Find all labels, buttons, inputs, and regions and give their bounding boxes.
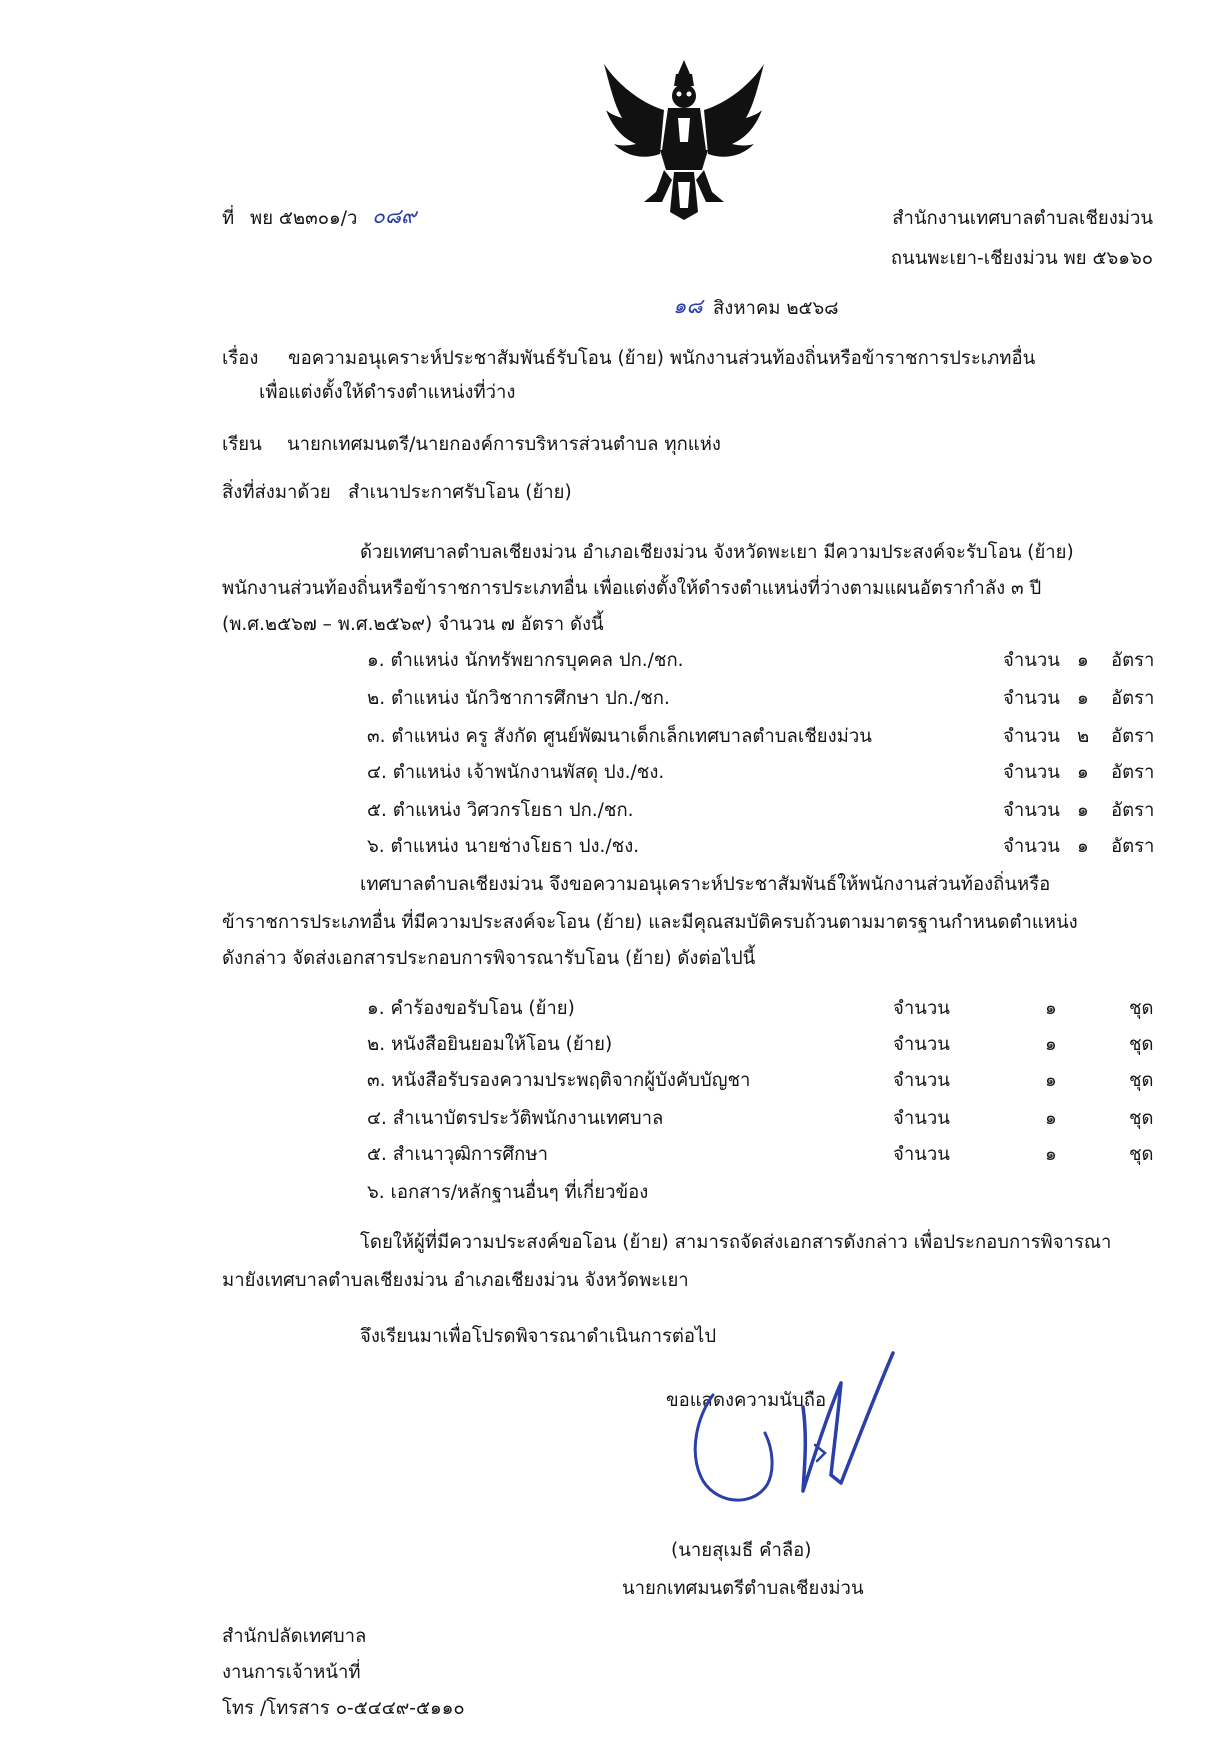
position-unit: อัตรา	[1111, 726, 1155, 747]
position-count-label: จำนวน	[1003, 762, 1060, 783]
position-count-label: จำนวน	[1003, 726, 1060, 747]
document-item: ๔. สำเนาบัตรประวัติพนักงานเทศบาล	[367, 1108, 664, 1129]
request-line-3: ดังกล่าว จัดส่งเอกสารประกอบการพิจารณารับโอน (ย้าย) ดังต่อไปนี้	[222, 948, 756, 969]
enclosure-label: สิ่งที่ส่งมาด้วย	[222, 482, 331, 503]
position-item: ๕. ตำแหน่ง วิศวกรโยธา ปก./ชก.	[367, 800, 634, 821]
position-count: ๑	[1077, 650, 1089, 671]
document-count: ๑	[1045, 998, 1057, 1019]
position-count-label: จำนวน	[1003, 836, 1060, 857]
addressee-label: เรียน	[222, 434, 262, 455]
position-unit: อัตรา	[1111, 688, 1155, 709]
signature-salutation: ขอแสดงความนับถือ	[666, 1390, 827, 1411]
reference-number: ๐๘๙	[372, 204, 417, 228]
position-item: ๖. ตำแหน่ง นายช่างโยธา ปง./ชง.	[367, 836, 640, 857]
document-item: ๑. คำร้องขอรับโอน (ย้าย)	[367, 998, 575, 1019]
document-unit: ชุด	[1129, 1144, 1154, 1165]
position-count: ๑	[1077, 762, 1089, 783]
subject-line-2: เพื่อแต่งตั้งให้ดำรงตำแหน่งที่ว่าง	[259, 382, 516, 403]
reference-code: พย ๕๒๓๐๑/ว	[250, 208, 358, 229]
position-count: ๑	[1077, 688, 1089, 709]
date-day: ๑๘	[673, 294, 703, 318]
document-count-label: จำนวน	[893, 1144, 950, 1165]
position-count-label: จำนวน	[1003, 800, 1060, 821]
position-count-label: จำนวน	[1003, 688, 1060, 709]
submission-line-1: โดยให้ผู้ที่มีความประสงค์ขอโอน (ย้าย) สามารถจัดส่งเอกสารดังกล่าว เพื่อประกอบการพิจารณา	[360, 1232, 1112, 1253]
position-unit: อัตรา	[1111, 836, 1155, 857]
intro-line-3: (พ.ศ.๒๕๖๗ – พ.ศ.๒๕๖๙) จำนวน ๗ อัตรา ดังนี้	[222, 614, 604, 635]
footer-phone: โทร /โทรสาร ๐-๕๔๔๙-๕๑๑๐	[222, 1698, 465, 1719]
document-unit: ชุด	[1129, 1070, 1154, 1091]
document-count-label: จำนวน	[893, 998, 950, 1019]
document-count: ๑	[1045, 1070, 1057, 1091]
document-unit: ชุด	[1129, 998, 1154, 1019]
office-name: สำนักงานเทศบาลตำบลเชียงม่วน	[892, 208, 1153, 229]
position-item: ๒. ตำแหน่ง นักวิชาการศึกษา ปก./ชก.	[367, 688, 670, 709]
position-item: ๓. ตำแหน่ง ครู สังกัด ศูนย์พัฒนาเด็กเล็กเทศบาลตำบลเชียงม่วน	[367, 726, 872, 747]
document-unit: ชุด	[1129, 1108, 1154, 1129]
signatory-name: (นายสุเมธี คำลือ)	[671, 1540, 812, 1561]
document-count: ๑	[1045, 1034, 1057, 1055]
document-count: ๑	[1045, 1144, 1057, 1165]
closing-text: จึงเรียนมาเพื่อโปรดพิจารณาดำเนินการต่อไป	[360, 1326, 717, 1347]
date-month-year: สิงหาคม ๒๕๖๘	[713, 298, 839, 319]
addressee-text: นายกเทศมนตรี/นายกองค์การบริหารส่วนตำบล ทุกแห่ง	[287, 434, 721, 455]
position-unit: อัตรา	[1111, 762, 1155, 783]
document-item: ๕. สำเนาวุฒิการศึกษา	[367, 1144, 548, 1165]
request-line-1: เทศบาลตำบลเชียงม่วน จึงขอความอนุเคราะห์ประชาสัมพันธ์ให้พนักงานส่วนท้องถิ่นหรือ	[360, 874, 1051, 895]
document-count-label: จำนวน	[893, 1070, 950, 1091]
request-line-2: ข้าราชการประเภทอื่น ที่มีความประสงค์จะโอน (ย้าย) และมีคุณสมบัติครบถ้วนตามมาตรฐานกำหนดตำแหน่ง	[222, 912, 1078, 933]
document-item: ๖. เอกสาร/หลักฐานอื่นๆ ที่เกี่ยวข้อง	[367, 1182, 649, 1203]
document-unit: ชุด	[1129, 1034, 1154, 1055]
handwritten-signature	[655, 1325, 915, 1530]
submission-line-2: มายังเทศบาลตำบลเชียงม่วน อำเภอเชียงม่วน จังหวัดพะเยา	[222, 1270, 689, 1291]
position-count: ๑	[1077, 800, 1089, 821]
document-count: ๑	[1045, 1108, 1057, 1129]
signatory-title: นายกเทศมนตรีตำบลเชียงม่วน	[622, 1578, 864, 1599]
subject-label: เรื่อง	[222, 348, 259, 369]
footer-department: สำนักปลัดเทศบาล	[222, 1626, 367, 1647]
document-item: ๒. หนังสือยินยอมให้โอน (ย้าย)	[367, 1034, 613, 1055]
subject-line-1: ขอความอนุเคราะห์ประชาสัมพันธ์รับโอน (ย้าย) พนักงานส่วนท้องถิ่นหรือข้าราชการประเภทอื่น	[288, 348, 1036, 369]
position-count-label: จำนวน	[1003, 650, 1060, 671]
position-item: ๑. ตำแหน่ง นักทรัพยากรบุคคล ปก./ชก.	[367, 650, 684, 671]
document-count-label: จำนวน	[893, 1034, 950, 1055]
position-unit: อัตรา	[1111, 800, 1155, 821]
position-item: ๔. ตำแหน่ง เจ้าพนักงานพัสดุ ปง./ชง.	[367, 762, 665, 783]
document-count-label: จำนวน	[893, 1108, 950, 1129]
position-count: ๑	[1077, 836, 1089, 857]
intro-line-2: พนักงานส่วนท้องถิ่นหรือข้าราชการประเภทอื่น เพื่อแต่งตั้งให้ดำรงตำแหน่งที่ว่างตามแผนอัตรากำลัง ๓ ปี	[222, 578, 1042, 599]
enclosure-text: สำเนาประกาศรับโอน (ย้าย)	[348, 482, 572, 503]
reference-label: ที่	[222, 208, 235, 229]
position-unit: อัตรา	[1111, 650, 1155, 671]
document-item: ๓. หนังสือรับรองความประพฤติจากผู้บังคับบัญชา	[367, 1070, 751, 1091]
office-address: ถนนพะเยา-เชียงม่วน พย ๕๖๑๖๐	[890, 248, 1153, 269]
garuda-emblem	[598, 52, 770, 224]
footer-section: งานการเจ้าหน้าที่	[222, 1662, 361, 1683]
intro-line-1: ด้วยเทศบาลตำบลเชียงม่วน อำเภอเชียงม่วน จังหวัดพะเยา มีความประสงค์จะรับโอน (ย้าย)	[360, 542, 1074, 563]
position-count: ๒	[1077, 726, 1090, 747]
